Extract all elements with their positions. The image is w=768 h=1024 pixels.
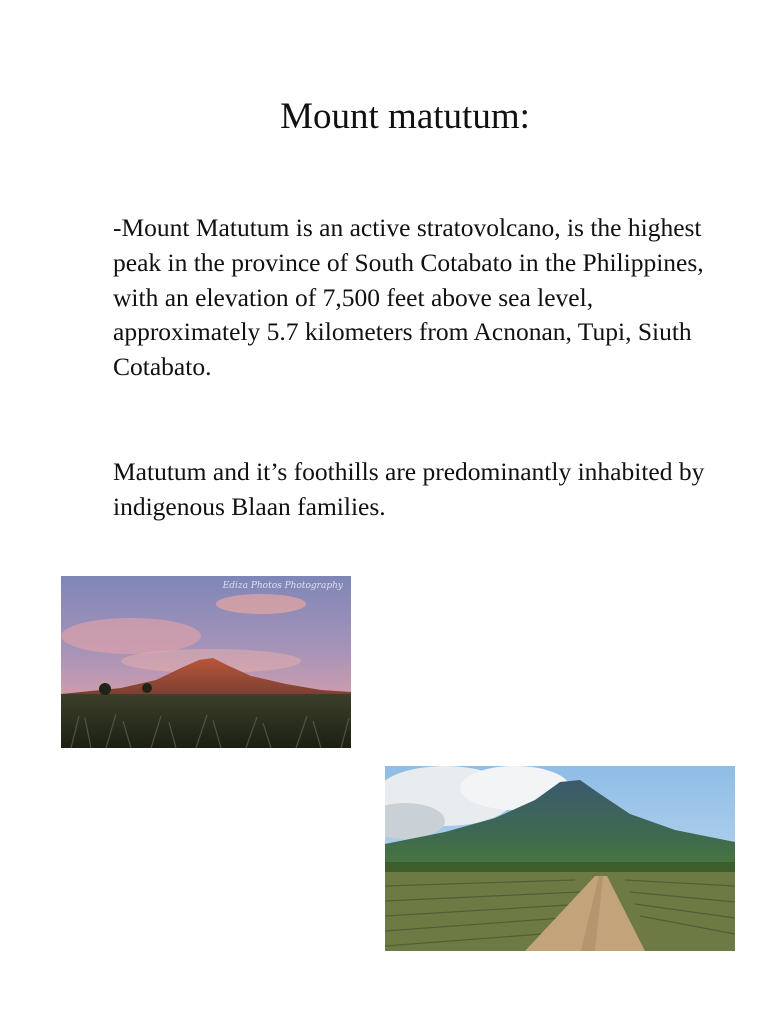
sunset-volcano-illustration — [61, 576, 351, 748]
inhabitants-paragraph: Matutum and it’s foothills are predominantly inhabited by indigenous Blaan families. — [113, 457, 705, 521]
page-title: Mount matutum: — [280, 96, 530, 137]
daylight-volcano-illustration — [385, 766, 735, 951]
pineapple-field — [61, 694, 351, 748]
description-paragraph: -Mount Matutum is an active stratovolcano, is the highest peak in the province of South Cotabato in the Philippines, with an elevation of 7,500 feet above sea level, approximately 5.7 kilometers from Acnonan, Tupi, Siuth Cotabato. — [113, 213, 704, 382]
cloud — [61, 618, 201, 654]
tree — [142, 683, 152, 693]
tree — [99, 683, 111, 695]
photo-watermark: Ediza Photos Photography — [222, 581, 343, 591]
sunset-volcano-photo — [61, 576, 351, 748]
daylight-volcano-photo — [385, 766, 735, 951]
cloud — [216, 594, 306, 614]
